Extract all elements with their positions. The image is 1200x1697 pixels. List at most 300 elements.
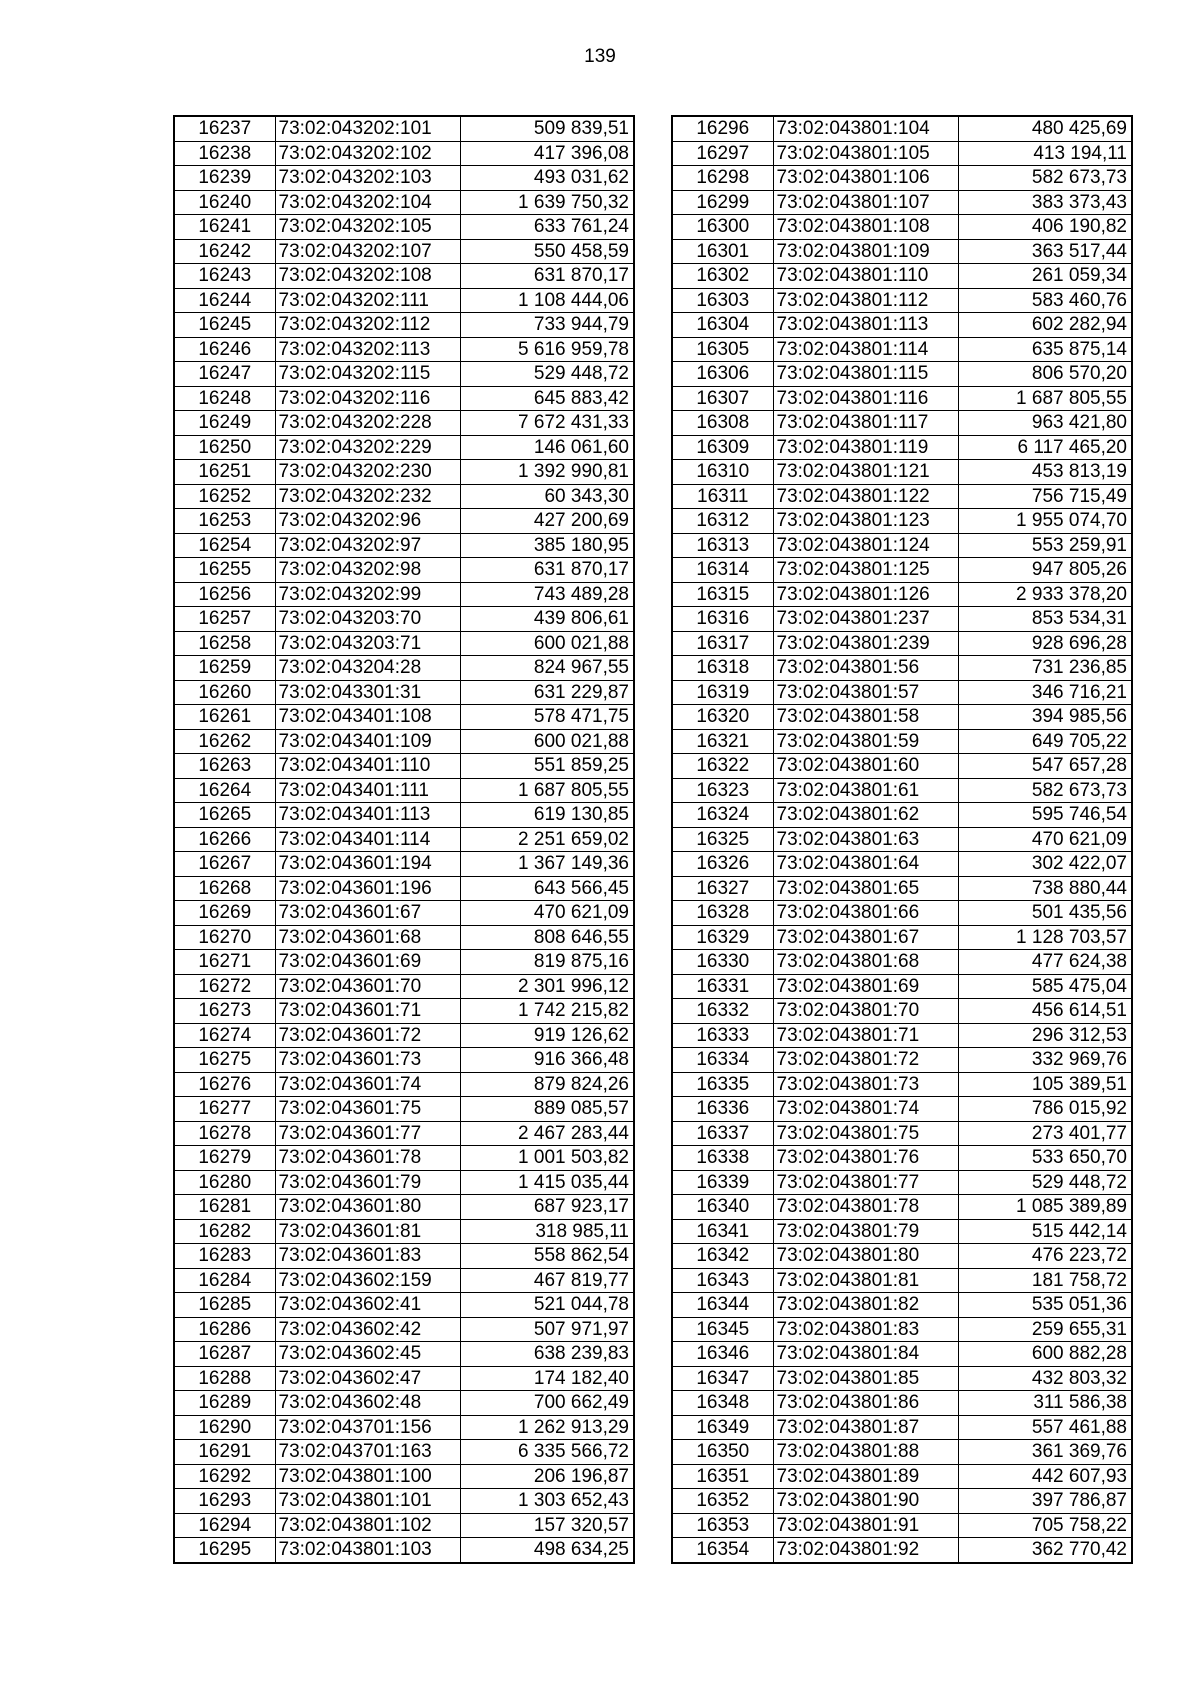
row-number-cell: 16340 bbox=[672, 1195, 773, 1220]
cadastral-number-cell: 73:02:043801:117 bbox=[773, 411, 958, 436]
row-number-cell: 16309 bbox=[672, 435, 773, 460]
value-cell: 738 880,44 bbox=[958, 876, 1132, 901]
cadastral-number-cell: 73:02:043801:76 bbox=[773, 1146, 958, 1171]
value-cell: 819 875,16 bbox=[460, 950, 634, 975]
value-cell: 157 320,57 bbox=[460, 1513, 634, 1538]
cadastral-number-cell: 73:02:043601:73 bbox=[275, 1048, 460, 1073]
table-row bbox=[672, 852, 1132, 877]
table-row bbox=[672, 1146, 1132, 1171]
cadastral-number-cell: 73:02:043801:105 bbox=[773, 141, 958, 166]
table-row bbox=[672, 1440, 1132, 1465]
row-number-cell: 16280 bbox=[174, 1170, 275, 1195]
row-number-cell: 16249 bbox=[174, 411, 275, 436]
table-row bbox=[174, 950, 634, 975]
cadastral-number-cell: 73:02:043801:60 bbox=[773, 754, 958, 779]
cadastral-number-cell: 73:02:043801:110 bbox=[773, 264, 958, 289]
value-cell: 963 421,80 bbox=[958, 411, 1132, 436]
cadastral-number-cell: 73:02:043202:232 bbox=[275, 484, 460, 509]
row-number-cell: 16296 bbox=[672, 116, 773, 141]
cadastral-number-cell: 73:02:043801:84 bbox=[773, 1342, 958, 1367]
row-number-cell: 16336 bbox=[672, 1097, 773, 1122]
cadastral-number-cell: 73:02:043601:70 bbox=[275, 974, 460, 999]
row-number-cell: 16262 bbox=[174, 729, 275, 754]
value-cell: 7 672 431,33 bbox=[460, 411, 634, 436]
value-cell: 6 335 566,72 bbox=[460, 1440, 634, 1465]
cadastral-number-cell: 73:02:043801:108 bbox=[773, 215, 958, 240]
value-cell: 600 021,88 bbox=[460, 729, 634, 754]
value-cell: 786 015,92 bbox=[958, 1097, 1132, 1122]
row-number-cell: 16331 bbox=[672, 974, 773, 999]
row-number-cell: 16312 bbox=[672, 509, 773, 534]
row-number-cell: 16243 bbox=[174, 264, 275, 289]
cadastral-number-cell: 73:02:043801:78 bbox=[773, 1195, 958, 1220]
cadastral-number-cell: 73:02:043801:71 bbox=[773, 1023, 958, 1048]
table-row bbox=[174, 803, 634, 828]
row-number-cell: 16337 bbox=[672, 1121, 773, 1146]
table-row bbox=[672, 116, 1132, 141]
row-number-cell: 16334 bbox=[672, 1048, 773, 1073]
cadastral-number-cell: 73:02:043602:41 bbox=[275, 1293, 460, 1318]
value-cell: 529 448,72 bbox=[958, 1170, 1132, 1195]
cadastral-number-cell: 73:02:043202:105 bbox=[275, 215, 460, 240]
value-cell: 1 108 444,06 bbox=[460, 288, 634, 313]
row-number-cell: 16351 bbox=[672, 1464, 773, 1489]
table-row bbox=[672, 460, 1132, 485]
row-number-cell: 16310 bbox=[672, 460, 773, 485]
row-number-cell: 16258 bbox=[174, 631, 275, 656]
table-row bbox=[174, 1048, 634, 1073]
cadastral-number-cell: 73:02:043202:229 bbox=[275, 435, 460, 460]
value-cell: 700 662,49 bbox=[460, 1391, 634, 1416]
row-number-cell: 16329 bbox=[672, 925, 773, 950]
value-cell: 477 624,38 bbox=[958, 950, 1132, 975]
row-number-cell: 16333 bbox=[672, 1023, 773, 1048]
table-row bbox=[672, 1268, 1132, 1293]
row-number-cell: 16290 bbox=[174, 1415, 275, 1440]
row-number-cell: 16314 bbox=[672, 558, 773, 583]
table-row bbox=[174, 484, 634, 509]
value-cell: 332 969,76 bbox=[958, 1048, 1132, 1073]
cadastral-number-cell: 73:02:043601:68 bbox=[275, 925, 460, 950]
value-cell: 551 859,25 bbox=[460, 754, 634, 779]
value-cell: 547 657,28 bbox=[958, 754, 1132, 779]
cadastral-number-cell: 73:02:043203:71 bbox=[275, 631, 460, 656]
value-cell: 1 955 074,70 bbox=[958, 509, 1132, 534]
cadastral-number-cell: 73:02:043601:79 bbox=[275, 1170, 460, 1195]
table-row bbox=[174, 239, 634, 264]
value-cell: 2 251 659,02 bbox=[460, 827, 634, 852]
value-cell: 824 967,55 bbox=[460, 656, 634, 681]
table-row bbox=[174, 1195, 634, 1220]
cadastral-number-cell: 73:02:043401:113 bbox=[275, 803, 460, 828]
table-row bbox=[672, 607, 1132, 632]
table-row bbox=[174, 411, 634, 436]
table-row bbox=[672, 582, 1132, 607]
row-number-cell: 16321 bbox=[672, 729, 773, 754]
table-row bbox=[672, 239, 1132, 264]
table-row bbox=[672, 705, 1132, 730]
row-number-cell: 16322 bbox=[672, 754, 773, 779]
row-number-cell: 16304 bbox=[672, 313, 773, 338]
row-number-cell: 16259 bbox=[174, 656, 275, 681]
row-number-cell: 16300 bbox=[672, 215, 773, 240]
cadastral-number-cell: 73:02:043202:230 bbox=[275, 460, 460, 485]
table-row bbox=[672, 1072, 1132, 1097]
table-row bbox=[174, 1072, 634, 1097]
value-cell: 432 803,32 bbox=[958, 1366, 1132, 1391]
row-number-cell: 16327 bbox=[672, 876, 773, 901]
cadastral-number-cell: 73:02:043601:196 bbox=[275, 876, 460, 901]
row-number-cell: 16260 bbox=[174, 680, 275, 705]
value-cell: 146 061,60 bbox=[460, 435, 634, 460]
cadastral-number-cell: 73:02:043801:107 bbox=[773, 190, 958, 215]
value-cell: 582 673,73 bbox=[958, 166, 1132, 191]
value-cell: 521 044,78 bbox=[460, 1293, 634, 1318]
cadastral-number-cell: 73:02:043202:104 bbox=[275, 190, 460, 215]
row-number-cell: 16354 bbox=[672, 1538, 773, 1563]
cadastral-number-cell: 73:02:043602:42 bbox=[275, 1317, 460, 1342]
row-number-cell: 16275 bbox=[174, 1048, 275, 1073]
table-row bbox=[672, 484, 1132, 509]
cadastral-number-cell: 73:02:043801:82 bbox=[773, 1293, 958, 1318]
value-cell: 600 882,28 bbox=[958, 1342, 1132, 1367]
cadastral-number-cell: 73:02:043602:47 bbox=[275, 1366, 460, 1391]
table-body bbox=[672, 116, 1132, 1563]
table-row bbox=[174, 1317, 634, 1342]
row-number-cell: 16319 bbox=[672, 680, 773, 705]
cadastral-number-cell: 73:02:043401:110 bbox=[275, 754, 460, 779]
cadastral-number-cell: 73:02:043801:68 bbox=[773, 950, 958, 975]
row-number-cell: 16250 bbox=[174, 435, 275, 460]
table-row bbox=[174, 656, 634, 681]
table-row bbox=[174, 1121, 634, 1146]
row-number-cell: 16284 bbox=[174, 1268, 275, 1293]
value-cell: 467 819,77 bbox=[460, 1268, 634, 1293]
value-cell: 385 180,95 bbox=[460, 533, 634, 558]
row-number-cell: 16272 bbox=[174, 974, 275, 999]
value-cell: 619 130,85 bbox=[460, 803, 634, 828]
row-number-cell: 16267 bbox=[174, 852, 275, 877]
value-cell: 509 839,51 bbox=[460, 116, 634, 141]
table-row bbox=[174, 313, 634, 338]
row-number-cell: 16239 bbox=[174, 166, 275, 191]
table-row bbox=[174, 337, 634, 362]
cadastral-number-cell: 73:02:043601:67 bbox=[275, 901, 460, 926]
table-body bbox=[174, 116, 634, 1563]
cadastral-number-cell: 73:02:043801:62 bbox=[773, 803, 958, 828]
table-row bbox=[672, 1464, 1132, 1489]
table-row bbox=[174, 705, 634, 730]
row-number-cell: 16264 bbox=[174, 778, 275, 803]
cadastral-number-cell: 73:02:043801:70 bbox=[773, 999, 958, 1024]
table-row bbox=[672, 386, 1132, 411]
cadastral-number-cell: 73:02:043801:237 bbox=[773, 607, 958, 632]
value-cell: 1 392 990,81 bbox=[460, 460, 634, 485]
cadastral-number-cell: 73:02:043801:92 bbox=[773, 1538, 958, 1563]
row-number-cell: 16286 bbox=[174, 1317, 275, 1342]
cadastral-number-cell: 73:02:043601:77 bbox=[275, 1121, 460, 1146]
value-cell: 480 425,69 bbox=[958, 116, 1132, 141]
cadastral-number-cell: 73:02:043202:107 bbox=[275, 239, 460, 264]
value-cell: 60 343,30 bbox=[460, 484, 634, 509]
row-number-cell: 16248 bbox=[174, 386, 275, 411]
value-cell: 631 870,17 bbox=[460, 264, 634, 289]
cadastral-number-cell: 73:02:043801:63 bbox=[773, 827, 958, 852]
row-number-cell: 16335 bbox=[672, 1072, 773, 1097]
value-cell: 2 933 378,20 bbox=[958, 582, 1132, 607]
row-number-cell: 16269 bbox=[174, 901, 275, 926]
row-number-cell: 16257 bbox=[174, 607, 275, 632]
row-number-cell: 16305 bbox=[672, 337, 773, 362]
value-cell: 756 715,49 bbox=[958, 484, 1132, 509]
value-cell: 916 366,48 bbox=[460, 1048, 634, 1073]
value-cell: 311 586,38 bbox=[958, 1391, 1132, 1416]
value-cell: 743 489,28 bbox=[460, 582, 634, 607]
cadastral-number-cell: 73:02:043601:69 bbox=[275, 950, 460, 975]
table-row bbox=[174, 631, 634, 656]
cadastral-number-cell: 73:02:043801:126 bbox=[773, 582, 958, 607]
table-row bbox=[174, 533, 634, 558]
value-cell: 181 758,72 bbox=[958, 1268, 1132, 1293]
row-number-cell: 16317 bbox=[672, 631, 773, 656]
value-cell: 456 614,51 bbox=[958, 999, 1132, 1024]
value-cell: 413 194,11 bbox=[958, 141, 1132, 166]
table-row bbox=[174, 1489, 634, 1514]
row-number-cell: 16282 bbox=[174, 1219, 275, 1244]
table-row bbox=[672, 1170, 1132, 1195]
value-cell: 553 259,91 bbox=[958, 533, 1132, 558]
cadastral-number-cell: 73:02:043801:104 bbox=[773, 116, 958, 141]
table-row bbox=[672, 288, 1132, 313]
cadastral-number-cell: 73:02:043601:71 bbox=[275, 999, 460, 1024]
table-row bbox=[672, 778, 1132, 803]
value-cell: 318 985,11 bbox=[460, 1219, 634, 1244]
row-number-cell: 16350 bbox=[672, 1440, 773, 1465]
row-number-cell: 16315 bbox=[672, 582, 773, 607]
cadastral-number-cell: 73:02:043204:28 bbox=[275, 656, 460, 681]
cadastral-number-cell: 73:02:043202:228 bbox=[275, 411, 460, 436]
cadastral-number-cell: 73:02:043801:114 bbox=[773, 337, 958, 362]
cadastral-number-cell: 73:02:043801:91 bbox=[773, 1513, 958, 1538]
table-row bbox=[174, 509, 634, 534]
row-number-cell: 16277 bbox=[174, 1097, 275, 1122]
table-row bbox=[174, 1342, 634, 1367]
value-cell: 806 570,20 bbox=[958, 362, 1132, 387]
cadastral-number-cell: 73:02:043801:89 bbox=[773, 1464, 958, 1489]
cadastral-number-cell: 73:02:043602:48 bbox=[275, 1391, 460, 1416]
cadastral-number-cell: 73:02:043301:31 bbox=[275, 680, 460, 705]
cadastral-number-cell: 73:02:043801:65 bbox=[773, 876, 958, 901]
value-cell: 1 687 805,55 bbox=[958, 386, 1132, 411]
table-row bbox=[174, 1366, 634, 1391]
table-row bbox=[672, 1342, 1132, 1367]
value-cell: 105 389,51 bbox=[958, 1072, 1132, 1097]
table-row bbox=[174, 362, 634, 387]
table-row bbox=[672, 656, 1132, 681]
cadastral-number-cell: 73:02:043801:77 bbox=[773, 1170, 958, 1195]
value-cell: 2 467 283,44 bbox=[460, 1121, 634, 1146]
table-row bbox=[174, 1293, 634, 1318]
cadastral-number-cell: 73:02:043801:123 bbox=[773, 509, 958, 534]
row-number-cell: 16291 bbox=[174, 1440, 275, 1465]
value-cell: 535 051,36 bbox=[958, 1293, 1132, 1318]
row-number-cell: 16349 bbox=[672, 1415, 773, 1440]
value-cell: 498 634,25 bbox=[460, 1538, 634, 1563]
value-cell: 638 239,83 bbox=[460, 1342, 634, 1367]
row-number-cell: 16246 bbox=[174, 337, 275, 362]
row-number-cell: 16242 bbox=[174, 239, 275, 264]
row-number-cell: 16318 bbox=[672, 656, 773, 681]
value-cell: 1 085 389,89 bbox=[958, 1195, 1132, 1220]
row-number-cell: 16343 bbox=[672, 1268, 773, 1293]
row-number-cell: 16261 bbox=[174, 705, 275, 730]
row-number-cell: 16240 bbox=[174, 190, 275, 215]
cadastral-number-cell: 73:02:043202:115 bbox=[275, 362, 460, 387]
cadastral-number-cell: 73:02:043801:106 bbox=[773, 166, 958, 191]
row-number-cell: 16237 bbox=[174, 116, 275, 141]
value-cell: 853 534,31 bbox=[958, 607, 1132, 632]
cadastral-number-cell: 73:02:043801:109 bbox=[773, 239, 958, 264]
row-number-cell: 16301 bbox=[672, 239, 773, 264]
table-row bbox=[672, 264, 1132, 289]
cadastral-number-cell: 73:02:043801:59 bbox=[773, 729, 958, 754]
cadastral-number-cell: 73:02:043801:87 bbox=[773, 1415, 958, 1440]
table-row bbox=[672, 362, 1132, 387]
row-number-cell: 16253 bbox=[174, 509, 275, 534]
table-row bbox=[672, 1391, 1132, 1416]
value-cell: 6 117 465,20 bbox=[958, 435, 1132, 460]
value-cell: 273 401,77 bbox=[958, 1121, 1132, 1146]
row-number-cell: 16338 bbox=[672, 1146, 773, 1171]
table-row bbox=[174, 386, 634, 411]
row-number-cell: 16274 bbox=[174, 1023, 275, 1048]
value-cell: 550 458,59 bbox=[460, 239, 634, 264]
value-cell: 476 223,72 bbox=[958, 1244, 1132, 1269]
value-cell: 5 616 959,78 bbox=[460, 337, 634, 362]
value-cell: 879 824,26 bbox=[460, 1072, 634, 1097]
row-number-cell: 16247 bbox=[174, 362, 275, 387]
table-row bbox=[174, 166, 634, 191]
value-cell: 928 696,28 bbox=[958, 631, 1132, 656]
value-cell: 558 862,54 bbox=[460, 1244, 634, 1269]
value-cell: 1 367 149,36 bbox=[460, 852, 634, 877]
row-number-cell: 16298 bbox=[672, 166, 773, 191]
cadastral-number-cell: 73:02:043801:119 bbox=[773, 435, 958, 460]
cadastral-number-cell: 73:02:043801:67 bbox=[773, 925, 958, 950]
value-cell: 493 031,62 bbox=[460, 166, 634, 191]
table-row bbox=[174, 754, 634, 779]
value-cell: 361 369,76 bbox=[958, 1440, 1132, 1465]
table-row bbox=[174, 778, 634, 803]
cadastral-number-cell: 73:02:043602:159 bbox=[275, 1268, 460, 1293]
row-number-cell: 16323 bbox=[672, 778, 773, 803]
table-row bbox=[672, 411, 1132, 436]
cadastral-number-cell: 73:02:043801:81 bbox=[773, 1268, 958, 1293]
table-row bbox=[174, 999, 634, 1024]
value-cell: 470 621,09 bbox=[460, 901, 634, 926]
value-cell: 383 373,43 bbox=[958, 190, 1132, 215]
table-row bbox=[672, 1048, 1132, 1073]
table-row bbox=[672, 974, 1132, 999]
cadastral-number-cell: 73:02:043601:83 bbox=[275, 1244, 460, 1269]
cadastral-table-right bbox=[671, 115, 1133, 1564]
value-cell: 1 262 913,29 bbox=[460, 1415, 634, 1440]
row-number-cell: 16281 bbox=[174, 1195, 275, 1220]
value-cell: 631 870,17 bbox=[460, 558, 634, 583]
value-cell: 1 687 805,55 bbox=[460, 778, 634, 803]
cadastral-number-cell: 73:02:043801:58 bbox=[773, 705, 958, 730]
cadastral-number-cell: 73:02:043601:80 bbox=[275, 1195, 460, 1220]
cadastral-number-cell: 73:02:043202:98 bbox=[275, 558, 460, 583]
row-number-cell: 16328 bbox=[672, 901, 773, 926]
cadastral-number-cell: 73:02:043202:96 bbox=[275, 509, 460, 534]
table-row bbox=[174, 1268, 634, 1293]
row-number-cell: 16320 bbox=[672, 705, 773, 730]
table-row bbox=[174, 1219, 634, 1244]
table-row bbox=[672, 1317, 1132, 1342]
value-cell: 453 813,19 bbox=[958, 460, 1132, 485]
row-number-cell: 16263 bbox=[174, 754, 275, 779]
value-cell: 427 200,69 bbox=[460, 509, 634, 534]
table-row bbox=[672, 1121, 1132, 1146]
row-number-cell: 16313 bbox=[672, 533, 773, 558]
row-number-cell: 16326 bbox=[672, 852, 773, 877]
value-cell: 557 461,88 bbox=[958, 1415, 1132, 1440]
row-number-cell: 16295 bbox=[174, 1538, 275, 1563]
cadastral-number-cell: 73:02:043203:70 bbox=[275, 607, 460, 632]
table-row bbox=[174, 558, 634, 583]
value-cell: 206 196,87 bbox=[460, 1464, 634, 1489]
table-row bbox=[174, 680, 634, 705]
row-number-cell: 16325 bbox=[672, 827, 773, 852]
value-cell: 649 705,22 bbox=[958, 729, 1132, 754]
cadastral-number-cell: 73:02:043801:125 bbox=[773, 558, 958, 583]
cadastral-number-cell: 73:02:043801:121 bbox=[773, 460, 958, 485]
cadastral-number-cell: 73:02:043801:88 bbox=[773, 1440, 958, 1465]
cadastral-number-cell: 73:02:043801:75 bbox=[773, 1121, 958, 1146]
value-cell: 515 442,14 bbox=[958, 1219, 1132, 1244]
table-row bbox=[672, 1513, 1132, 1538]
value-cell: 397 786,87 bbox=[958, 1489, 1132, 1514]
row-number-cell: 16270 bbox=[174, 925, 275, 950]
cadastral-number-cell: 73:02:043801:115 bbox=[773, 362, 958, 387]
row-number-cell: 16285 bbox=[174, 1293, 275, 1318]
cadastral-number-cell: 73:02:043701:156 bbox=[275, 1415, 460, 1440]
row-number-cell: 16271 bbox=[174, 950, 275, 975]
cadastral-number-cell: 73:02:043801:113 bbox=[773, 313, 958, 338]
cadastral-number-cell: 73:02:043202:103 bbox=[275, 166, 460, 191]
table-row bbox=[174, 1440, 634, 1465]
value-cell: 733 944,79 bbox=[460, 313, 634, 338]
table-row bbox=[672, 558, 1132, 583]
table-row bbox=[174, 190, 634, 215]
table-row bbox=[672, 827, 1132, 852]
row-number-cell: 16273 bbox=[174, 999, 275, 1024]
row-number-cell: 16238 bbox=[174, 141, 275, 166]
value-cell: 470 621,09 bbox=[958, 827, 1132, 852]
row-number-cell: 16306 bbox=[672, 362, 773, 387]
table-row bbox=[174, 460, 634, 485]
cadastral-number-cell: 73:02:043801:112 bbox=[773, 288, 958, 313]
value-cell: 602 282,94 bbox=[958, 313, 1132, 338]
row-number-cell: 16278 bbox=[174, 1121, 275, 1146]
cadastral-number-cell: 73:02:043601:74 bbox=[275, 1072, 460, 1097]
table-row bbox=[672, 1023, 1132, 1048]
row-number-cell: 16266 bbox=[174, 827, 275, 852]
row-number-cell: 16299 bbox=[672, 190, 773, 215]
cadastral-number-cell: 73:02:043202:101 bbox=[275, 116, 460, 141]
cadastral-number-cell: 73:02:043801:56 bbox=[773, 656, 958, 681]
